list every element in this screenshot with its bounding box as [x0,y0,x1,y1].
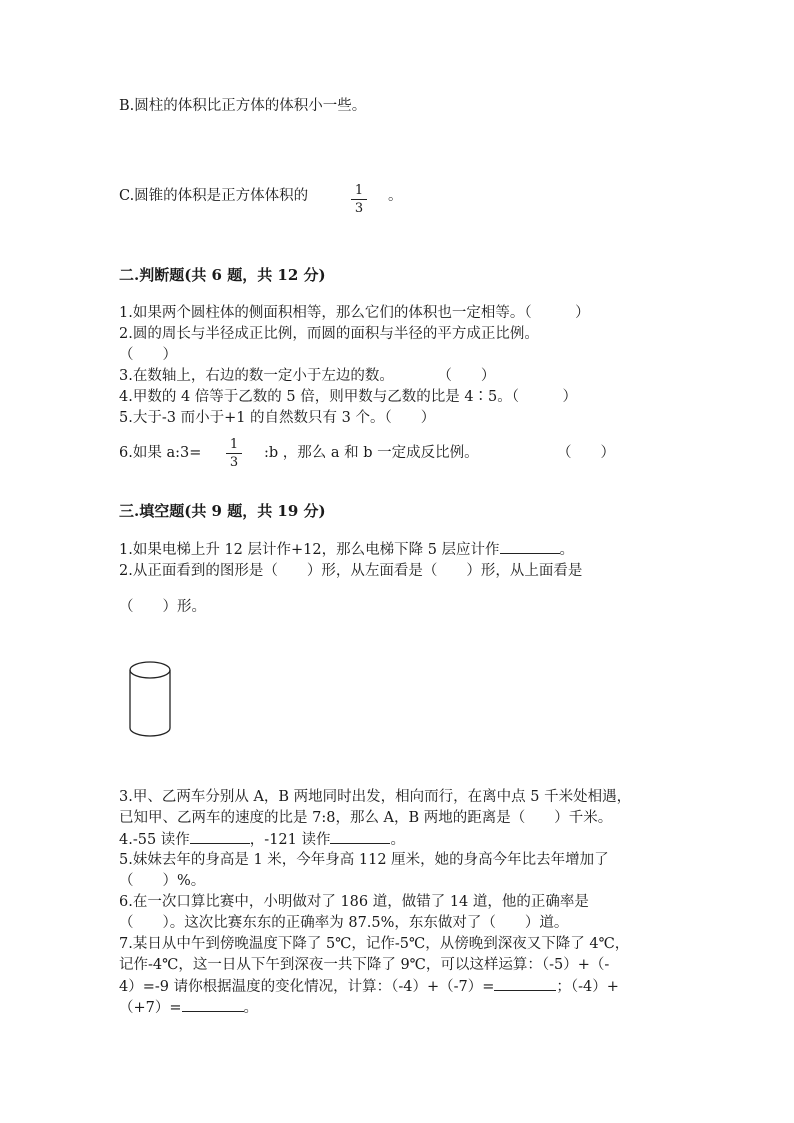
section3-q3-line2: 已知甲、乙两车的速度的比是 7:8，那么 A，B 两地的距离是（ ）千米。 [119,810,613,826]
section3-q1-end: 。 [559,542,575,558]
fraction-bar [351,199,367,200]
section2-q3: 3.在数轴上，右边的数一定小于左边的数。 （ ） [119,368,496,384]
fraction-denominator: 3 [354,201,364,216]
fraction-numerator: 1 [354,183,364,198]
section3-q4-text-c: 。 [390,832,405,848]
answer-blank[interactable] [190,829,250,844]
section3-q7-line2: 记作-4℃，这一日从下午到深夜一共下降了 9℃，可以这样运算：（-5）+（- [119,957,610,973]
section2-q1: 1.如果两个圆柱体的侧面积相等，那么它们的体积也一定相等。（ ） [119,305,590,321]
section2-q6-fraction [226,437,242,470]
section3-q7-line1: 7.某日从中午到傍晚温度下降了 5℃，记作-5℃，从傍晚到深夜又下降了 4℃， [119,936,630,952]
option-c-prefix: C.圆锥的体积是正方体体积的 [119,188,309,204]
option-b: B.圆柱的体积比正方体的体积小一些。 [119,98,367,114]
section3-q7-text-a: 4）=-9 请你根据温度的变化情况，计算：（-4）+（-7）= [119,979,495,995]
section3-q5-line2: （ ）%。 [119,873,206,889]
section3-q6-line2: （ ）。这次比赛东东的正确率为 87.5%，东东做对了（ ）道。 [119,915,569,931]
fraction-numerator: 1 [229,437,239,452]
section3-q7-line4 [119,997,258,1018]
section2-q6-paren: （ ） [557,445,615,461]
answer-blank[interactable] [494,976,556,991]
section2-q5: 5.大于-3 而小于+1 的自然数只有 3 个。（ ） [119,410,436,426]
section2-q2-line2: （ ） [119,347,177,363]
section3-q7-line3 [119,976,619,997]
section2-q4: 4.甲数的 4 倍等于乙数的 5 倍，则甲数与乙数的比是 4∶5。（ ） [119,389,578,405]
section3-q2-line2: （ ）形。 [119,599,206,615]
section3-q1 [119,539,574,560]
answer-blank[interactable] [500,539,560,554]
section3-q4-text-b: ，-121 读作 [249,832,331,848]
section2-q2-line1: 2.圆的周长与半径成正比例，而圆的面积与半径的平方成正比例。 [119,326,539,342]
fraction-bar [226,453,242,454]
fraction-denominator: 3 [229,455,239,470]
answer-blank[interactable] [182,997,244,1012]
section3-q2-line1: 2.从正面看到的图形是（ ）形，从左面看是（ ）形，从上面看是 [119,563,583,579]
option-c-fraction [351,183,367,216]
section2-heading: 二.判断题(共 6 题，共 12 分) [119,266,326,284]
section3-q1-text: 1.如果电梯上升 12 层计作+12，那么电梯下降 5 层应计作 [119,542,500,558]
section3-q6-line1: 6.在一次口算比赛中，小明做对了 186 道，做错了 14 道，他的正确率是 [119,894,589,910]
cylinder-figure [124,658,176,740]
section3-q5-line1: 5.妹妹去年的身高是 1 米，今年身高 112 厘米，她的身高今年比去年增加了 [119,852,609,868]
section3-q7-text-b: ；（-4）+ [556,979,619,995]
section3-q7-text-d: 。 [243,1000,259,1016]
section2-q6-prefix: 6.如果 a:3= [119,445,202,461]
section3-heading: 三.填空题(共 9 题，共 19 分) [119,502,326,520]
section3-q3-line1: 3.甲、乙两车分别从 A，B 两地同时出发，相向而行，在离中点 5 千米处相遇， [119,789,632,805]
option-c-suffix: 。 [388,188,403,204]
answer-blank[interactable] [330,829,390,844]
section3-q4-text-a: 4.-55 读作 [119,832,190,848]
section2-q6-suffix: :b ，那么 a 和 b 一定成反比例。 [264,445,479,461]
section3-q7-text-c: （+7）= [119,1000,182,1016]
section3-q4 [119,829,405,850]
